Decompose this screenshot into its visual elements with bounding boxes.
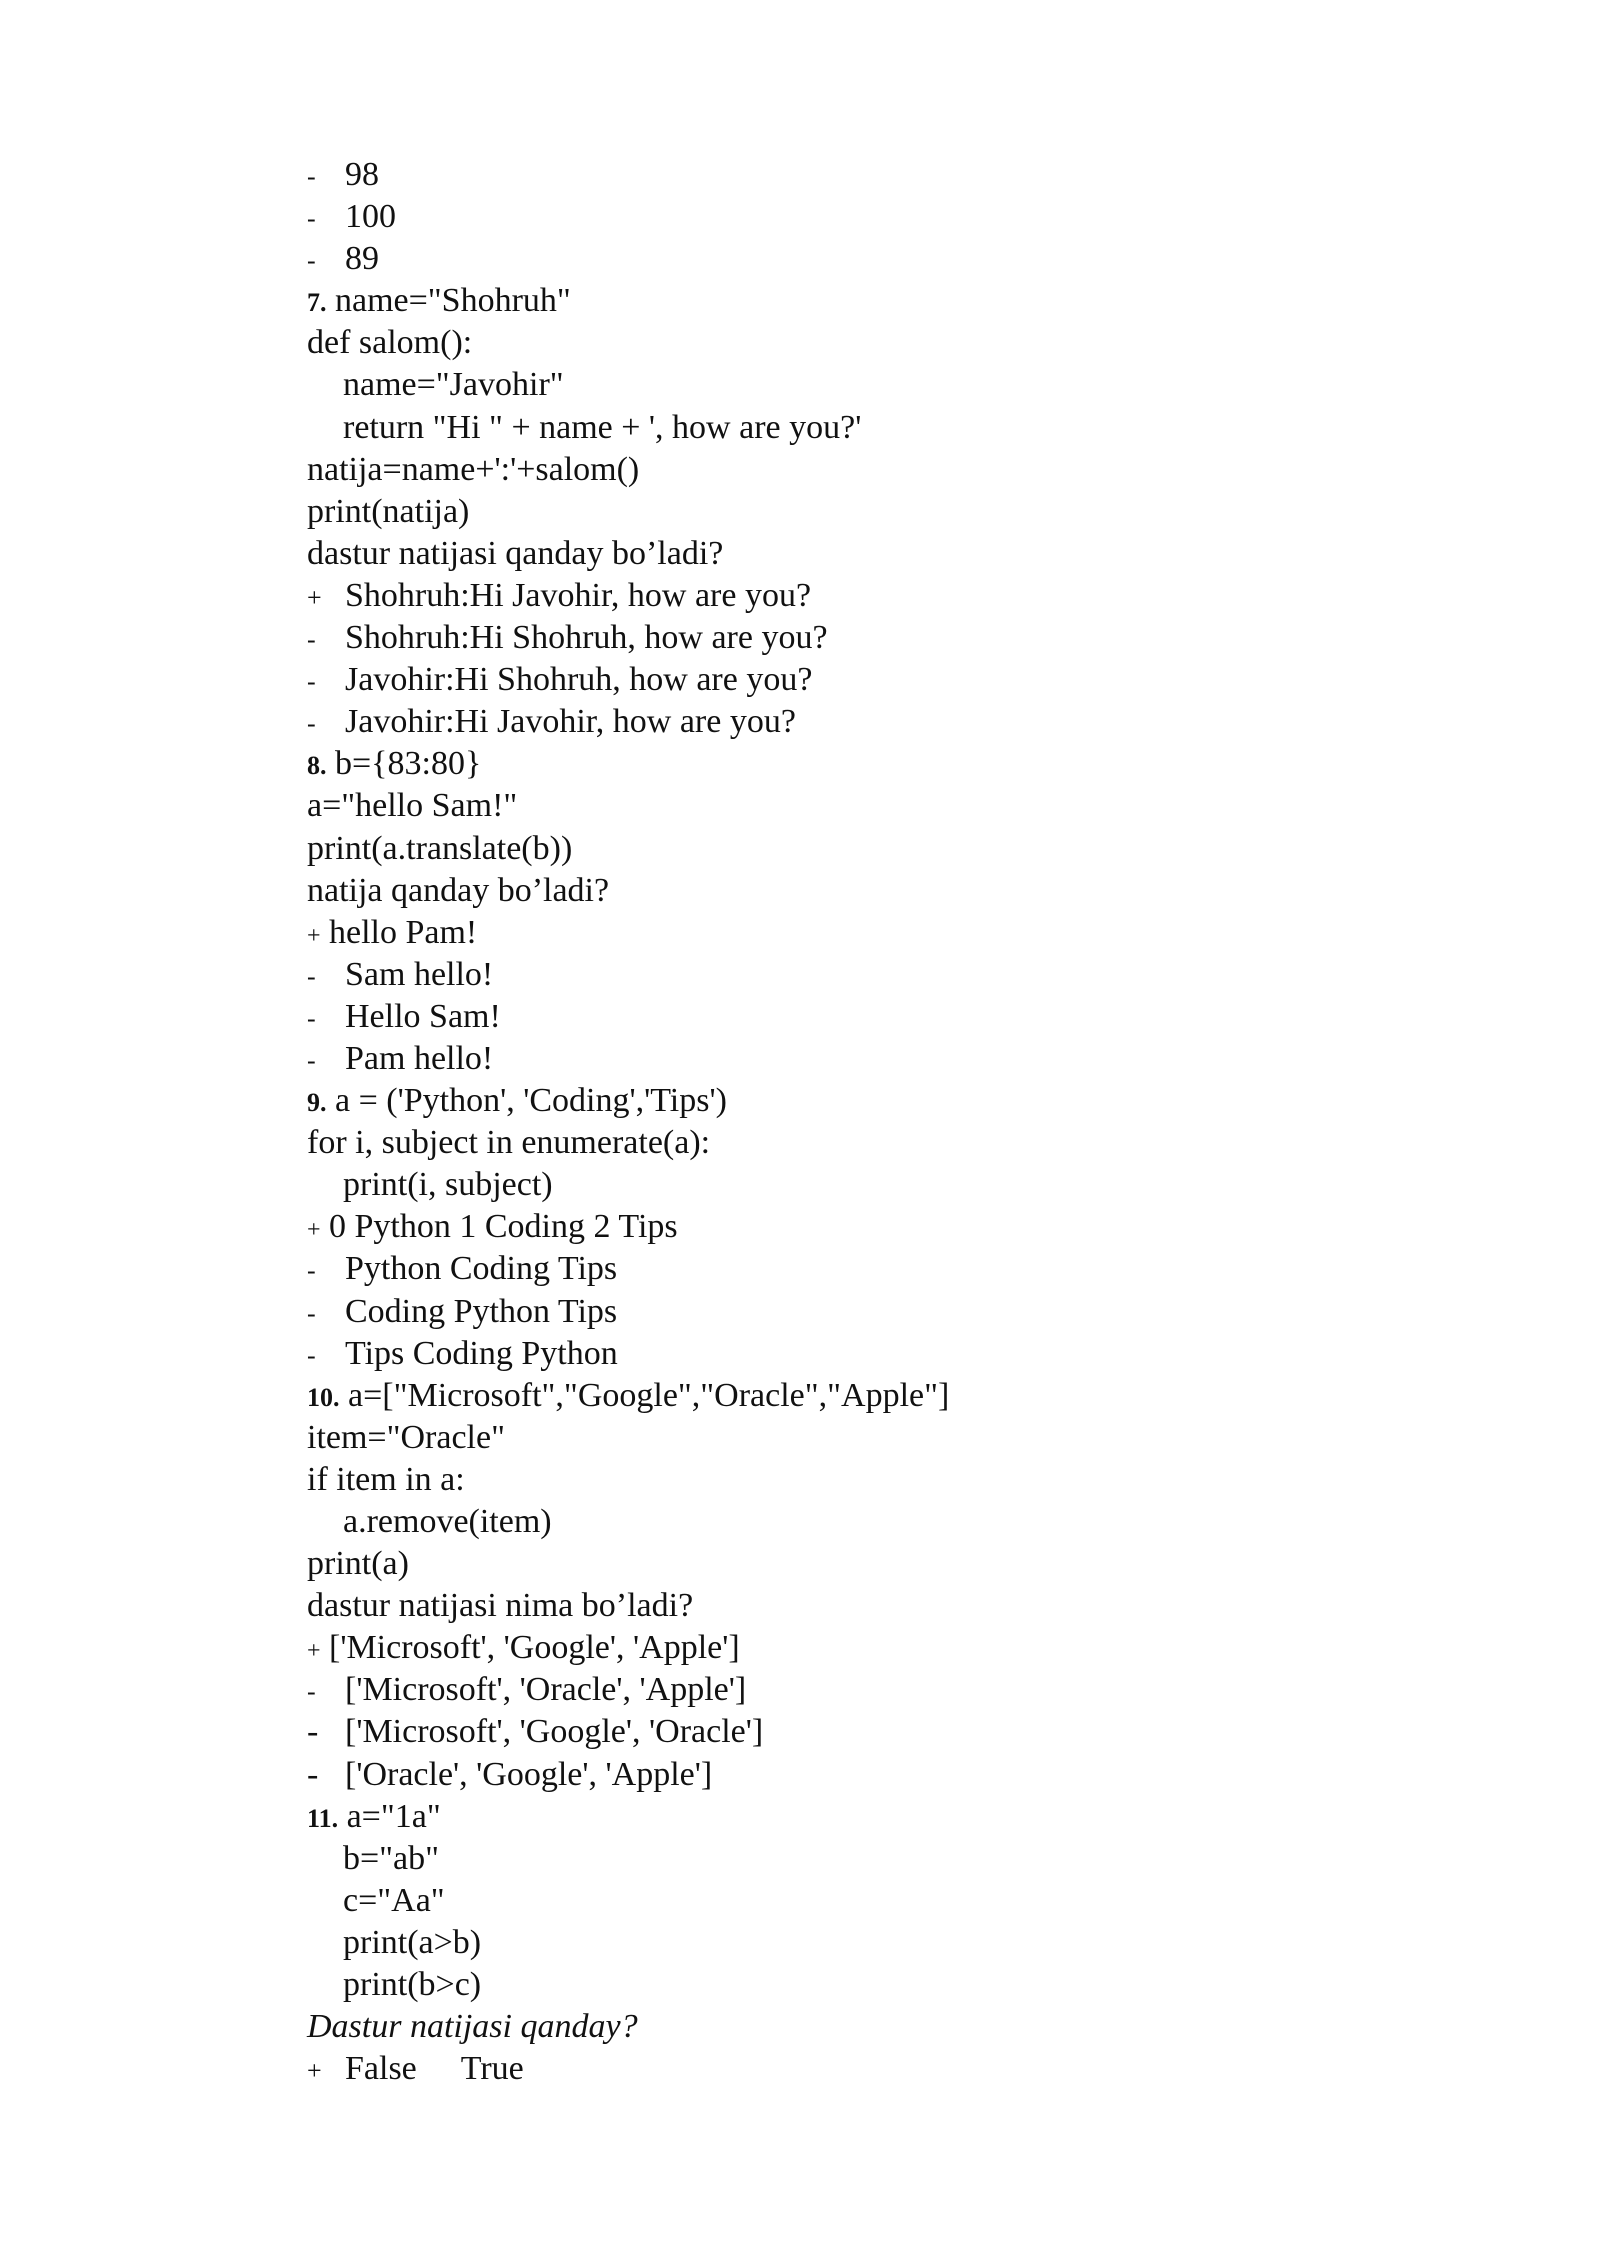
option-marker: - (307, 1755, 319, 1793)
q10-option-3 (307, 1711, 1487, 1753)
option-marker: - (307, 1677, 316, 1707)
code-line: a.remove(item) (343, 1503, 552, 1540)
option-text-second: True (460, 2050, 524, 2088)
option-text: Javohir:Hi Shohruh, how are you? (345, 661, 813, 699)
option-text: Pam hello! (345, 1039, 494, 1077)
option-marker: - (307, 1045, 316, 1075)
option-text: ['Microsoft', 'Oracle', 'Apple'] (345, 1671, 747, 1709)
option-marker: - (307, 1256, 316, 1286)
question-number: 10. (307, 1382, 340, 1412)
q6-option-3 (307, 238, 1487, 280)
q9-first-line (307, 1080, 1487, 1122)
option-text: ['Microsoft', 'Google', 'Apple'] (329, 1629, 740, 1667)
q6-option-1 (307, 154, 1487, 196)
option-marker: + (307, 2056, 322, 2086)
code-line: a = ('Python', 'Coding','Tips') (335, 1082, 727, 1120)
code-line: def salom(): (307, 324, 473, 362)
q10-option-4 (307, 1754, 1487, 1796)
option-text: Javohir:Hi Javohir, how are you? (345, 703, 796, 741)
question-text: dastur natijasi nima bo’ladi? (307, 1587, 694, 1625)
q9-option-3 (307, 1291, 1487, 1333)
option-text: ['Microsoft', 'Google', 'Oracle'] (345, 1713, 764, 1751)
code-line: print(a) (307, 1545, 409, 1583)
q11-option-1 (307, 2048, 1487, 2090)
code-line: print(i, subject) (343, 1166, 553, 1204)
option-text: Shohruh:Hi Shohruh, how are you? (345, 619, 828, 657)
option-marker: - (307, 1298, 316, 1328)
q8-option-1 (307, 912, 1487, 954)
option-text: Hello Sam! (345, 997, 501, 1035)
question-number: 7. (307, 288, 327, 318)
q11-first-line (307, 1796, 1487, 1838)
option-text: Sam hello! (345, 955, 494, 993)
code-line: a=["Microsoft","Google","Oracle","Apple"] (348, 1376, 950, 1414)
option-marker: - (307, 162, 316, 191)
document-page (307, 154, 1487, 2090)
code-line: b="ab" (343, 1839, 440, 1877)
option-marker: - (307, 709, 316, 739)
option-text: 100 (345, 198, 396, 236)
question-text: natija qanday bo’ladi? (307, 871, 610, 909)
code-line: print(natija) (307, 492, 470, 530)
code-line: b={83:80} (335, 745, 482, 783)
q7-option-1 (307, 575, 1487, 617)
option-text: 98 (345, 156, 379, 193)
q7-option-2 (307, 617, 1487, 659)
option-text: False (345, 2050, 417, 2088)
q10-option-1 (307, 1627, 1487, 1669)
option-marker: - (307, 961, 316, 991)
option-text: Python Coding Tips (345, 1250, 618, 1288)
q8-option-4 (307, 1038, 1487, 1080)
question-number: 8. (307, 751, 327, 781)
code-line: print(a.translate(b)) (307, 829, 573, 867)
option-text: Coding Python Tips (345, 1292, 618, 1330)
code-line: for i, subject in enumerate(a): (307, 1124, 711, 1162)
code-line: natija=name+':'+salom() (307, 450, 640, 488)
code-line: if item in a: (307, 1460, 465, 1498)
option-marker: + (307, 1638, 321, 1665)
option-text: ['Oracle', 'Google', 'Apple'] (345, 1755, 713, 1793)
option-text: 89 (345, 240, 379, 278)
code-line: return "Hi " + name + ', how are you?' (343, 408, 862, 446)
code-line: print(a>b) (343, 1923, 482, 1961)
option-text: hello Pam! (329, 913, 478, 951)
option-marker: - (307, 667, 316, 697)
option-text: 0 Python 1 Coding 2 Tips (329, 1208, 678, 1246)
option-marker: - (307, 1003, 316, 1033)
option-marker: + (307, 1217, 321, 1244)
code-line: c="Aa" (343, 1881, 445, 1919)
question-number: 11. (307, 1803, 339, 1833)
option-text: Shohruh:Hi Javohir, how are you? (345, 576, 812, 614)
option-marker: - (307, 625, 316, 655)
q7-first-line (307, 280, 1487, 322)
q7-option-4 (307, 701, 1487, 743)
option-marker: - (307, 246, 316, 276)
q9-option-1 (307, 1206, 1487, 1248)
q9-option-4 (307, 1333, 1487, 1375)
code-line: name="Shohruh" (335, 282, 571, 320)
q10-option-2 (307, 1669, 1487, 1711)
q8-option-3 (307, 996, 1487, 1038)
question-text: dastur natijasi qanday bo’ladi? (307, 534, 724, 572)
code-line: print(b>c) (343, 1966, 482, 2004)
option-text: Tips Coding Python (345, 1334, 618, 1372)
q8-first-line (307, 743, 1487, 785)
code-line: item="Oracle" (307, 1418, 505, 1456)
question-text: Dastur natijasi qanday? (307, 2008, 638, 2046)
q9-option-2 (307, 1248, 1487, 1290)
q8-option-2 (307, 954, 1487, 996)
code-line: a="1a" (346, 1797, 441, 1835)
code-line: name="Javohir" (343, 366, 564, 404)
q6-option-2 (307, 196, 1487, 238)
option-marker: - (307, 204, 316, 234)
q10-first-line (307, 1375, 1487, 1417)
option-marker: + (307, 922, 321, 949)
question-number: 9. (307, 1088, 327, 1118)
option-marker: - (307, 1340, 316, 1370)
code-line: a="hello Sam!" (307, 787, 518, 825)
option-marker: + (307, 582, 322, 612)
option-marker: - (307, 1713, 319, 1751)
q7-option-3 (307, 659, 1487, 701)
